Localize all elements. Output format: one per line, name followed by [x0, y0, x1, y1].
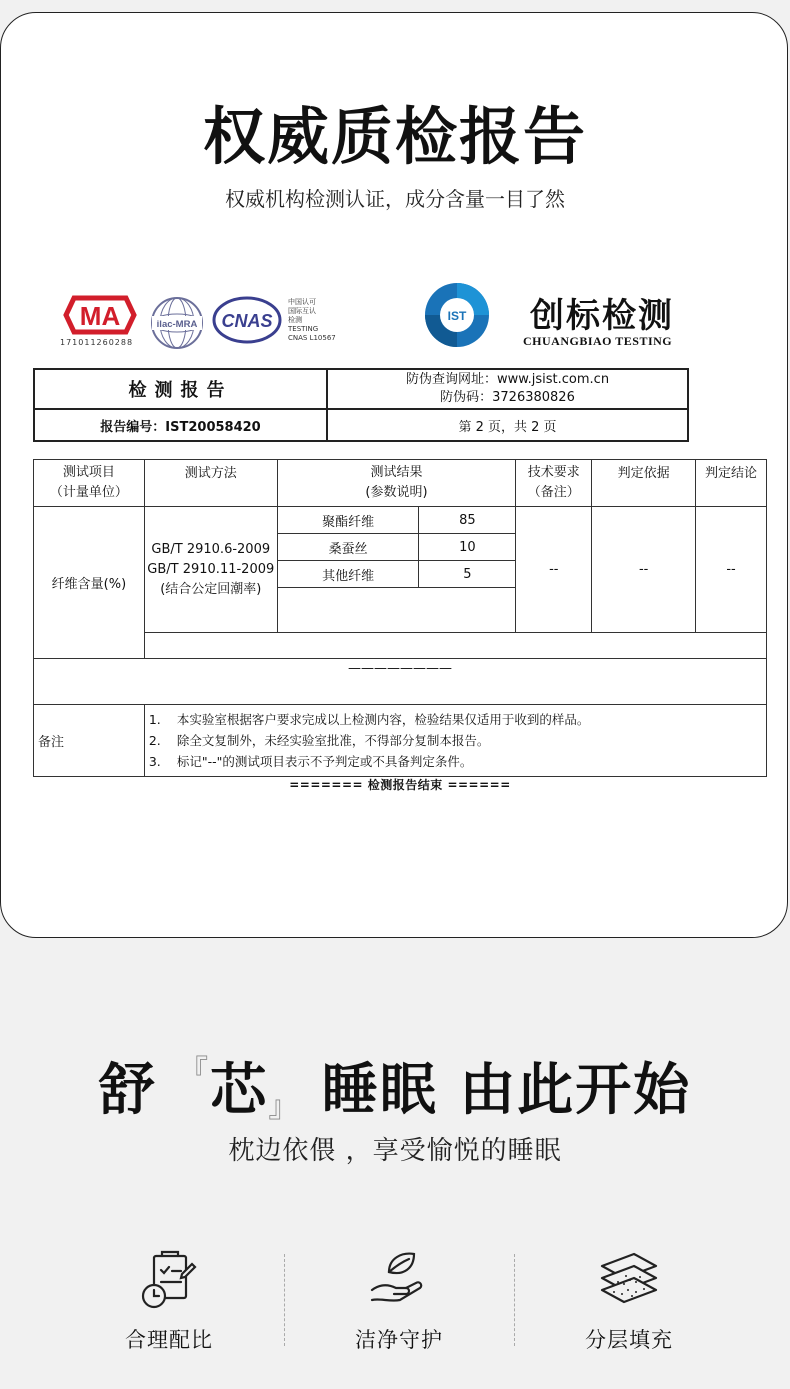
note-item: 2. 除全文复制外，未经实验室批准，不得部分复制本报告。: [148, 733, 490, 748]
cnas-desc-line: 国际互认: [288, 307, 316, 315]
verify-url: 防伪查询网址：www.jsist.com.cn: [405, 372, 610, 387]
col-header-basis: 判定依据: [592, 460, 696, 507]
empty-cell: [277, 588, 516, 633]
note-item: 3. 标记"--"的测试项目表示不予判定或不具备判定条件。: [148, 754, 473, 769]
notes-label: 备注: [34, 705, 145, 777]
page-subtitle: 权威机构检测认证，成分含量一目了然: [225, 187, 565, 211]
cnas-desc-line: 检测: [288, 316, 302, 324]
brand-name-en: CHUANGBIAO TESTING: [523, 334, 673, 348]
cnas-desc-line: TESTING: [288, 325, 319, 333]
col-header-requirement: 技术要求 （备注）: [516, 460, 592, 507]
cnas-text: CNAS: [221, 311, 273, 331]
test-method: GB/T 2910.6-2009 GB/T 2910.11-2009 (结合公定回潮率): [144, 507, 277, 633]
brand-name-cn: 创标检测: [530, 296, 674, 336]
page-info: 第 2 页，共 2 页: [458, 419, 557, 435]
feature-item: [286, 1244, 512, 1354]
cma-text: MA: [79, 301, 121, 331]
basis: --: [592, 507, 696, 633]
results-table: [33, 459, 767, 777]
ist-logo: [422, 280, 492, 350]
slogan-part: 睡眠 由此开始: [321, 1058, 692, 1123]
cnas-desc-line: 中国认可: [288, 298, 316, 306]
table-row: [34, 633, 767, 659]
slogan-part: 舒: [98, 1058, 157, 1123]
tagline: 枕边依偎 ，享受愉悦的睡眠: [228, 1136, 562, 1166]
cnas-desc-line: CNAS L10567: [288, 334, 336, 342]
table-row: [34, 507, 767, 534]
blank-row: [34, 659, 767, 705]
slogan-bracket-close: 』: [268, 1090, 301, 1125]
result-name: 其他纤维: [277, 561, 419, 588]
report-header-table: [33, 368, 689, 442]
feature-label: 分层填充: [585, 1328, 673, 1352]
result-value: 5: [419, 561, 516, 588]
ilac-text: ilac-MRA: [156, 319, 198, 330]
divider: [284, 1254, 285, 1346]
table-header-row: [34, 460, 767, 507]
notes-content: [144, 705, 766, 777]
feature-label: 洁净守护: [355, 1328, 443, 1352]
result-value: 85: [419, 507, 516, 534]
clipboard-clock-icon: [134, 1244, 204, 1314]
slogan-bracket-open: 『: [178, 1054, 211, 1089]
col-header-conclusion: 判定结论: [696, 460, 767, 507]
verify-code: 防伪码：3726380826: [440, 390, 575, 405]
slogan: [0, 1046, 790, 1126]
report-number: 报告编号：IST20058420: [35, 410, 328, 440]
divider: [514, 1254, 515, 1346]
empty-cell: [144, 633, 766, 659]
feature-list: [56, 1244, 736, 1354]
ist-text: IST: [447, 309, 467, 323]
certification-logos: [60, 286, 720, 356]
col-header-result: 测试结果 (参数说明): [277, 460, 516, 507]
cma-number: 171011260288: [60, 338, 134, 347]
leaf-hand-icon: [364, 1244, 434, 1314]
feature-label: 合理配比: [125, 1328, 213, 1352]
result-name: 聚酯纤维: [277, 507, 419, 534]
col-header-item: 测试项目 （计量单位）: [34, 460, 145, 507]
verify-info: [328, 370, 687, 410]
test-item: 纤维含量(%): [34, 507, 145, 659]
result-value: 10: [419, 534, 516, 561]
feature-item: [56, 1244, 282, 1354]
page-title: 权威质检报告: [202, 100, 587, 173]
report-title: 检测报告: [35, 370, 328, 410]
layers-icon: [594, 1244, 664, 1314]
cma-logo: [60, 294, 140, 336]
ilac-mra-logo: [150, 296, 204, 350]
slogan-part: 芯: [210, 1058, 269, 1123]
cnas-description: [288, 298, 336, 343]
report-end-line: ======= 检测报告结束 ======: [289, 778, 511, 792]
conclusion: --: [696, 507, 767, 633]
feature-item: [516, 1244, 742, 1354]
requirement: --: [516, 507, 592, 633]
cnas-logo: [212, 296, 282, 344]
col-header-method: 测试方法: [144, 460, 277, 507]
result-name: 桑蚕丝: [277, 534, 419, 561]
blank-line: ————————: [34, 659, 767, 705]
note-item: 1. 本实验室根据客户要求完成以上检测内容，检验结果仅适用于收到的样品。: [148, 712, 590, 727]
notes-row: [34, 705, 767, 777]
